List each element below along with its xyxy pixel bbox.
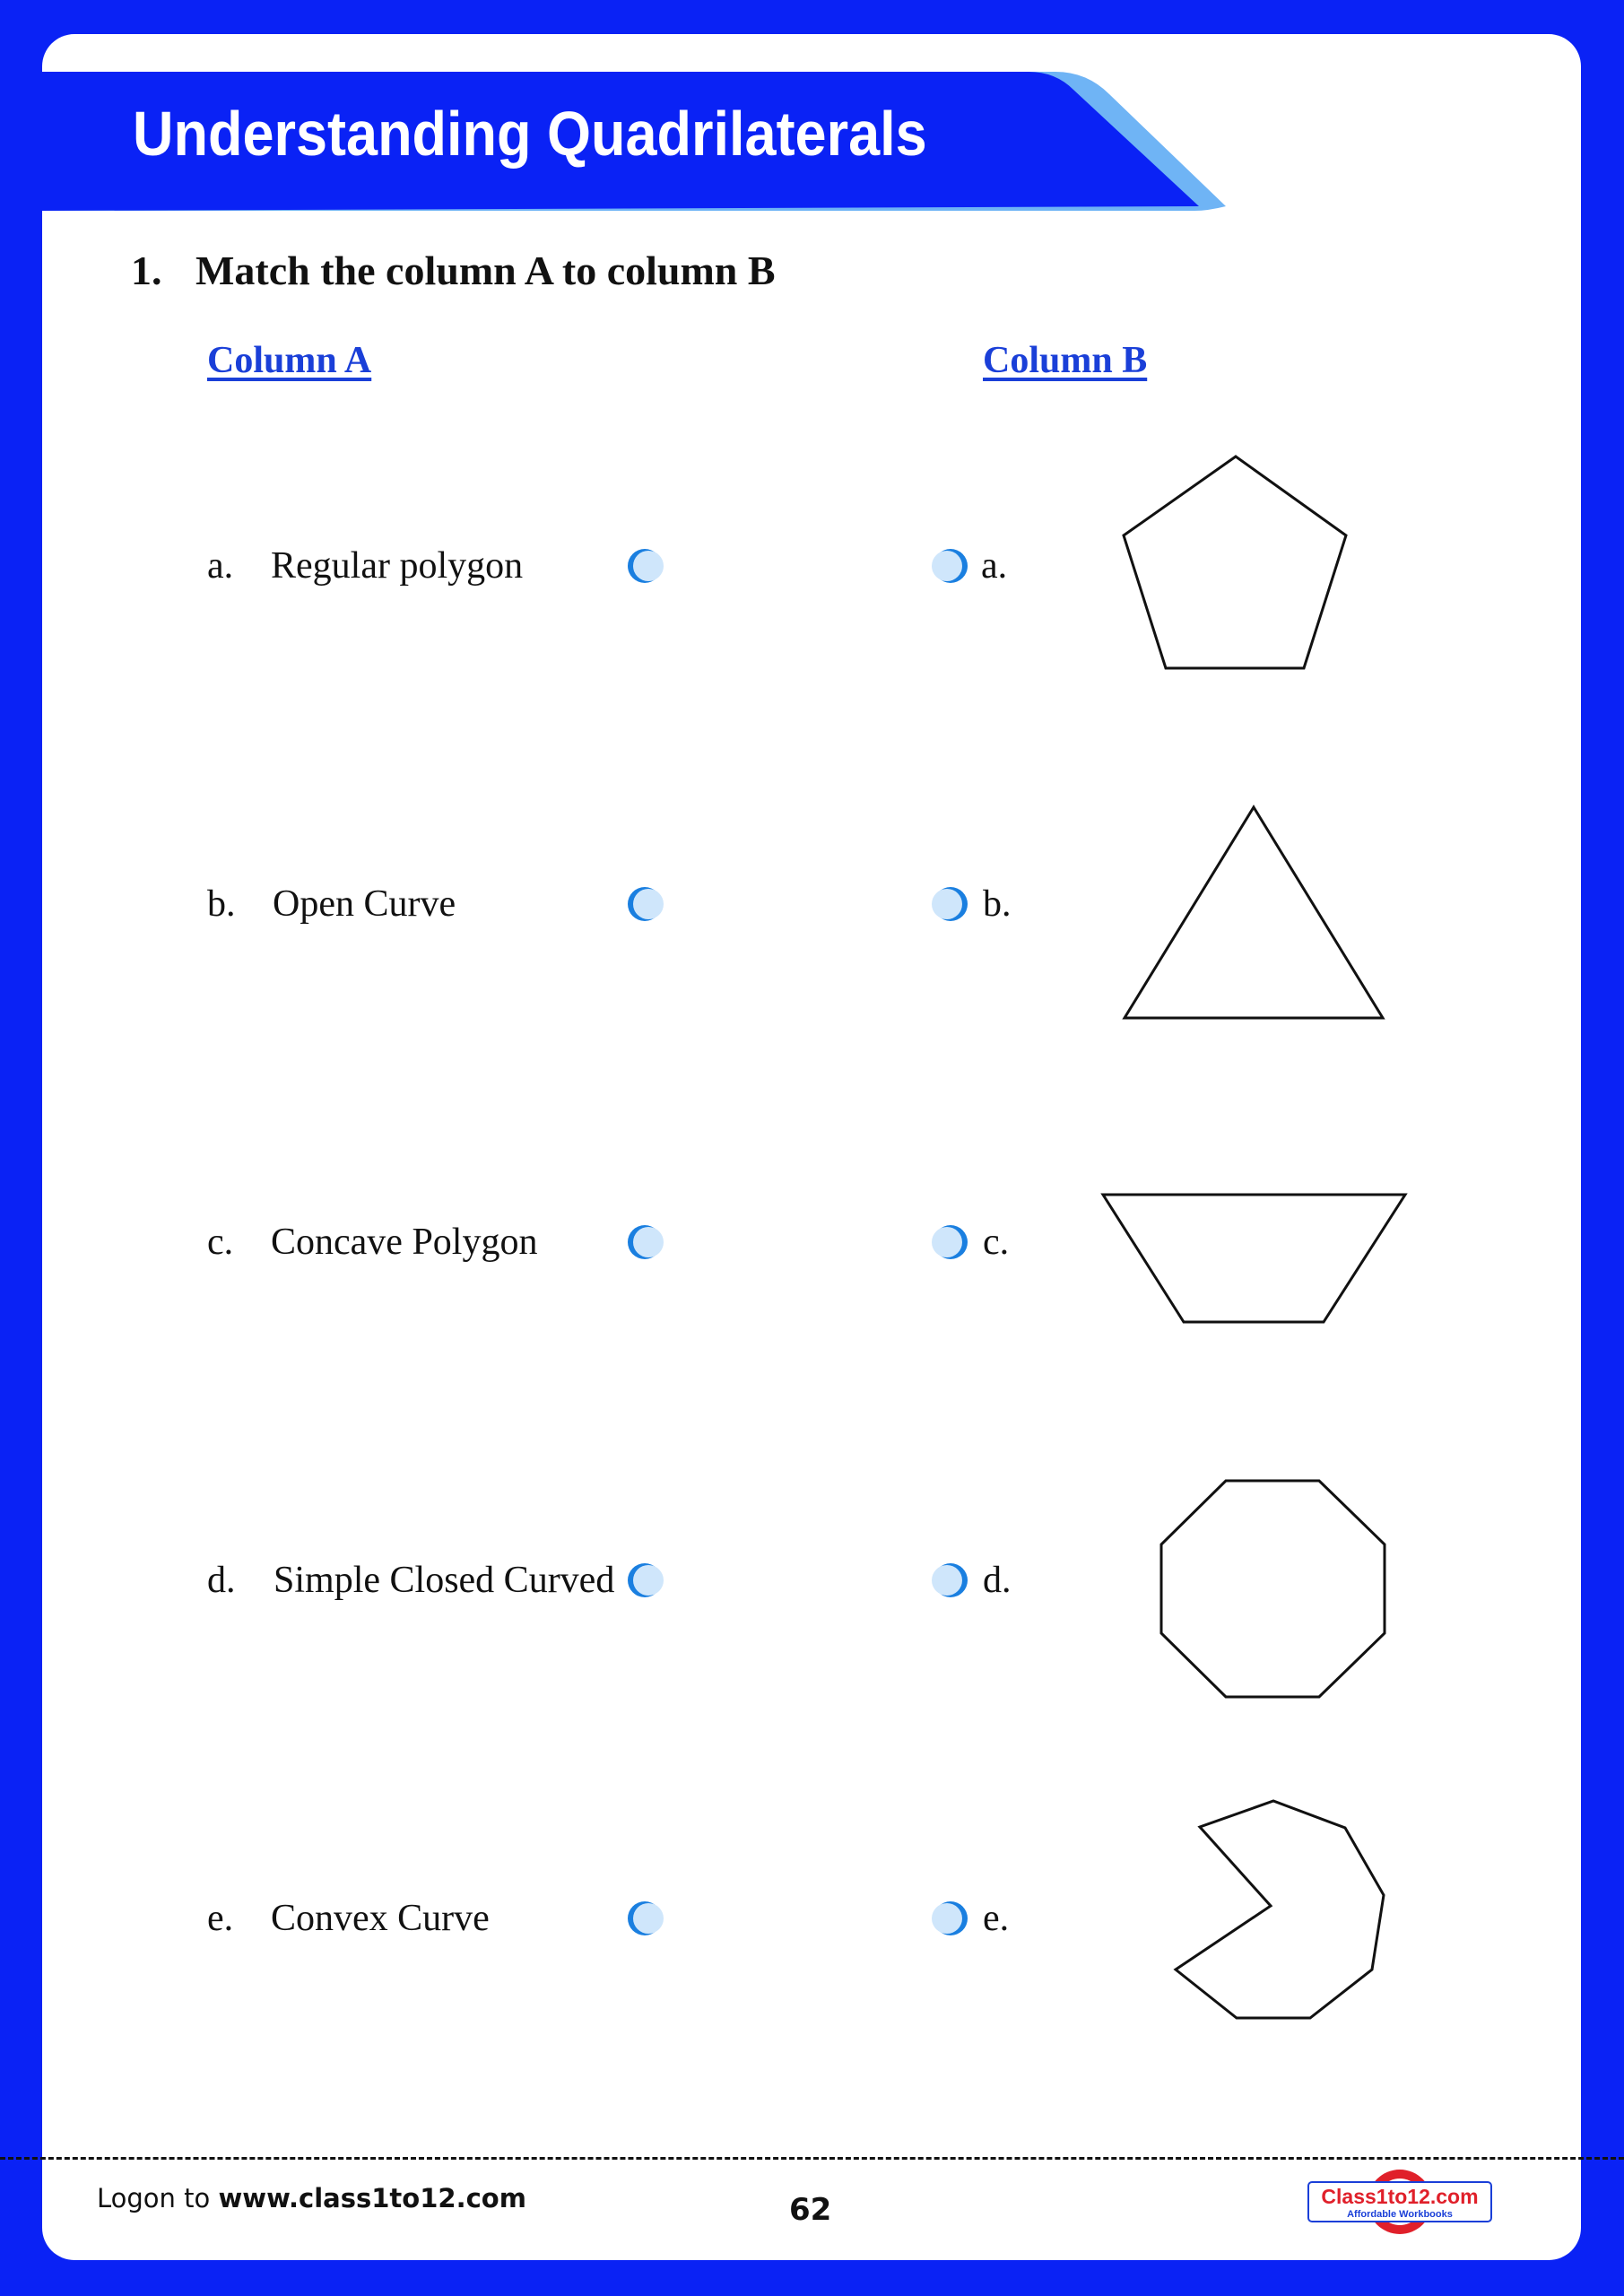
column-a-item: Regular polygon — [271, 545, 524, 587]
question-text: Match the column A to column B — [195, 248, 776, 293]
footer-website-link[interactable]: www.class1to12.com — [218, 2183, 526, 2213]
column-b-letter: a. — [981, 545, 1008, 587]
triangle-icon — [1125, 807, 1383, 1018]
column-a-item: Simple Closed Curved — [274, 1560, 615, 1601]
column-a-letter: c. — [207, 1222, 234, 1263]
trapezoid-icon — [1103, 1195, 1405, 1322]
column-a-letter: e. — [207, 1898, 234, 1939]
concave-polygon-icon — [1176, 1801, 1384, 2018]
column-b-letter: c. — [983, 1222, 1010, 1263]
column-a-item: Convex Curve — [271, 1898, 490, 1939]
column-a-heading: Column A — [207, 340, 372, 381]
column-a-letter: b. — [207, 883, 236, 925]
class1to12-logo[interactable] — [1305, 2166, 1495, 2238]
column-b-letter: e. — [983, 1898, 1010, 1939]
column-a-item: Concave Polygon — [271, 1222, 538, 1263]
question-number: 1. — [131, 248, 162, 293]
column-a-item: Open Curve — [273, 883, 456, 925]
logo-name: Class1to12.com — [1321, 2185, 1479, 2208]
pentagon-icon — [1124, 457, 1346, 668]
page-title: Understanding Quadrilaterals — [133, 99, 927, 169]
page-number: 62 — [789, 2192, 832, 2228]
logo-tagline: Affordable Workbooks — [1347, 2209, 1453, 2220]
footer-logon-prefix: Logon to — [97, 2183, 219, 2213]
footer-logon-text — [97, 2183, 526, 2213]
column-a-letter: a. — [207, 545, 234, 587]
column-b-letter: b. — [983, 883, 1012, 925]
column-a-letter: d. — [207, 1560, 236, 1601]
octagon-icon — [1161, 1481, 1385, 1697]
footer-divider — [0, 2157, 1624, 2160]
column-b-heading: Column B — [983, 340, 1148, 381]
column-b-letter: d. — [983, 1560, 1012, 1601]
